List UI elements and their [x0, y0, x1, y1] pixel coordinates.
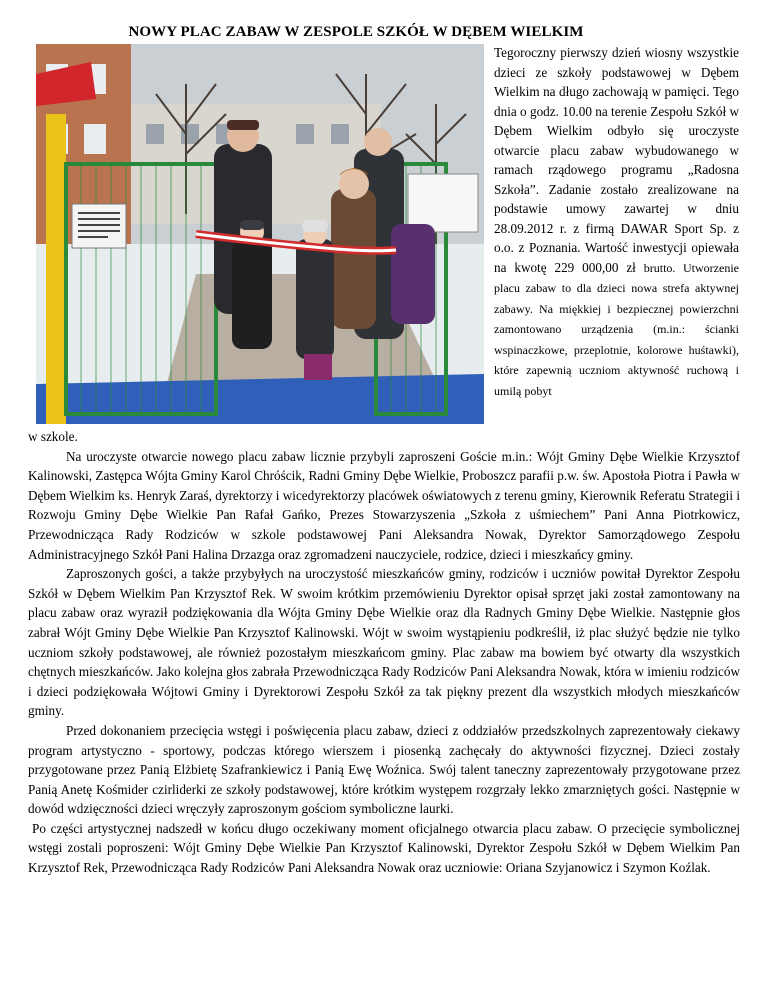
intro-paragraph: Tegoroczny pierwszy dzień wiosny wszystkie dzieci ze szkoły podstawowej w Dębem Wielkim na długo zachowają w pamięci. Tego dnia o godz. 10.00 na terenie Zespołu Szkół w Dębem Wielkim odbyło się uroczyste otwarcie placu zabaw wybudowanego w ramach rządowego programu „Radosna Szkoła”. Zadanie zostało zrealizowane na podstawie umowy zawartej w dniu 28.09.2012 r. z firmą DAWAR Sport Sp. z o.o. z Poznania. Wartość inwestycji opiewała na kwotę 229 000,00 zł: [494, 45, 739, 275]
intro-column: [494, 43, 739, 401]
intro-tail: w szkole.: [28, 429, 78, 444]
article-body: [28, 427, 740, 878]
paragraph-speeches: Zaproszonych gości, a także przybyłych na uroczystość mieszkańców gminy, rodziców i uczniów powitał Dyrektor Zespołu Szkół w Dębem Wielkim Pan Krzysztof Rek. W swoim krótkim przemówieniu Dyrektor opisał sprzęt jaki został zamontowany na placu zabaw oraz wyraził podziękowania dla Wójta Gminy Dębe Wielkie oraz dla Radnych Gminy Dębe Wielkie. Następnie głos zabrał Wójt Gminy Dębe Wielkie Pan Krzysztof Kalinowski. Wójt w swoim wystąpieniu podkreślił, iż plac służyć będzie nie tylko uczniom szkoły podstawowej, ale również pozostałym mieszkańcom gminy. Plac zabaw ma bowiem być otwarty dla wszystkich chętnych mieszkańców. Jako kolejna głos zabrała Przewodnicząca Rady Rodziców Pani Aleksandra Nowak, która w imieniu rodziców i dzieci podziękowała Wójtowi Gminy i Dyrektorowi Zespołu Szkół za tak piękny prezent dla wszystkich młodych mieszkańców gminy.: [28, 566, 740, 719]
photo-illustration: [36, 44, 484, 424]
paragraph-ribbon-cutting: Po części artystycznej nadszedł w końcu długo oczekiwany moment oficjalnego otwarcia placu zabaw. O przecięcie symbolicznej wstęgi zostali poproszeni: Wójt Gminy Dębe Wielkie Pan Krzysztof Kalinowski, Dyrektor Zespołu Szkół w Dębem Wielkim Pan Krzysztof Rek, Przewodnicząca Rady Rodziców Pani Aleksandra Nowak oraz uczniowie: Oriana Szyjanowicz i Szymon Koźlak.: [28, 820, 740, 876]
paragraph-program: Przed dokonaniem przecięcia wstęgi i poświęcenia placu zabaw, dzieci z oddziałów przedszkolnych zaprezentowały ciekawy program artystyczno - sportowy, podczas którego wierszem i piosenką zachęcały do aktywności fizycznej. Dzieci zostały przygotowane przez Panią Elżbietę Szafrankiewicz i Panią Ewę Woźnica. Swój talent taneczny zaprezentowały przygotowane przez Panią Anetę Kośmider czirliderki ze szkoły podstawowej, które krótkim występem rozgrzały lekko zmarzniętych gości. Następnie w dowód wdzięczności dzieci wręczyły zaproszonym gościom symboliczne laurki.: [28, 722, 740, 817]
article-title: NOWY PLAC ZABAW W ZESPOLE SZKÓŁ W DĘBEM WIELKIM: [128, 24, 584, 40]
intro-paragraph-continued: brutto. Utworzenie placu zabaw to dla dzieci nowa strefa aktywnej zabawy. Na miękkiej i bezpiecznej powierzchni zamontowano urządzenia (m.in.: ścianki wspinaczkowe, przeplotnie, kolorowe huśtawki), które zapewnią uczniom aktywność ruchową i umilą pobyt: [494, 260, 739, 398]
paragraph-guests: Na uroczyste otwarcie nowego placu zabaw licznie przybyli zaproszeni Goście m.in.: Wójt Gminy Dębe Wielkie Krzysztof Kalinowski, Zastępca Wójta Gminy Karol Chróścik, Radni Gminy Dębe Wielkie, Proboszcz parafii p.w. św. Apostoła Piotra i Pawła w Dębem Wielkim ks. Henryk Zaraś, dyrektorzy i wicedyrektorzy placówek oświatowych z terenu gminy, Kierownik Referatu Strategii i Rozwoju Gminy Dębe Wielkie Pan Rafał Gańko, Prezes Stowarzyszenia „Szkoła z uśmiechem” Pani Anna Piotrkowicz, Przewodnicząca Rady Rodziców w szkole podstawowej Pani Aleksandra Nowak, Dyrektor Samorządowego Zespołu Administracyjnego Szkół Pani Halina Drzazga oraz zgromadzeni nauczyciele, rodzice, dzieci i mieszkańcy gminy.: [28, 448, 740, 562]
ribbon-cutting-photo: [36, 44, 484, 424]
